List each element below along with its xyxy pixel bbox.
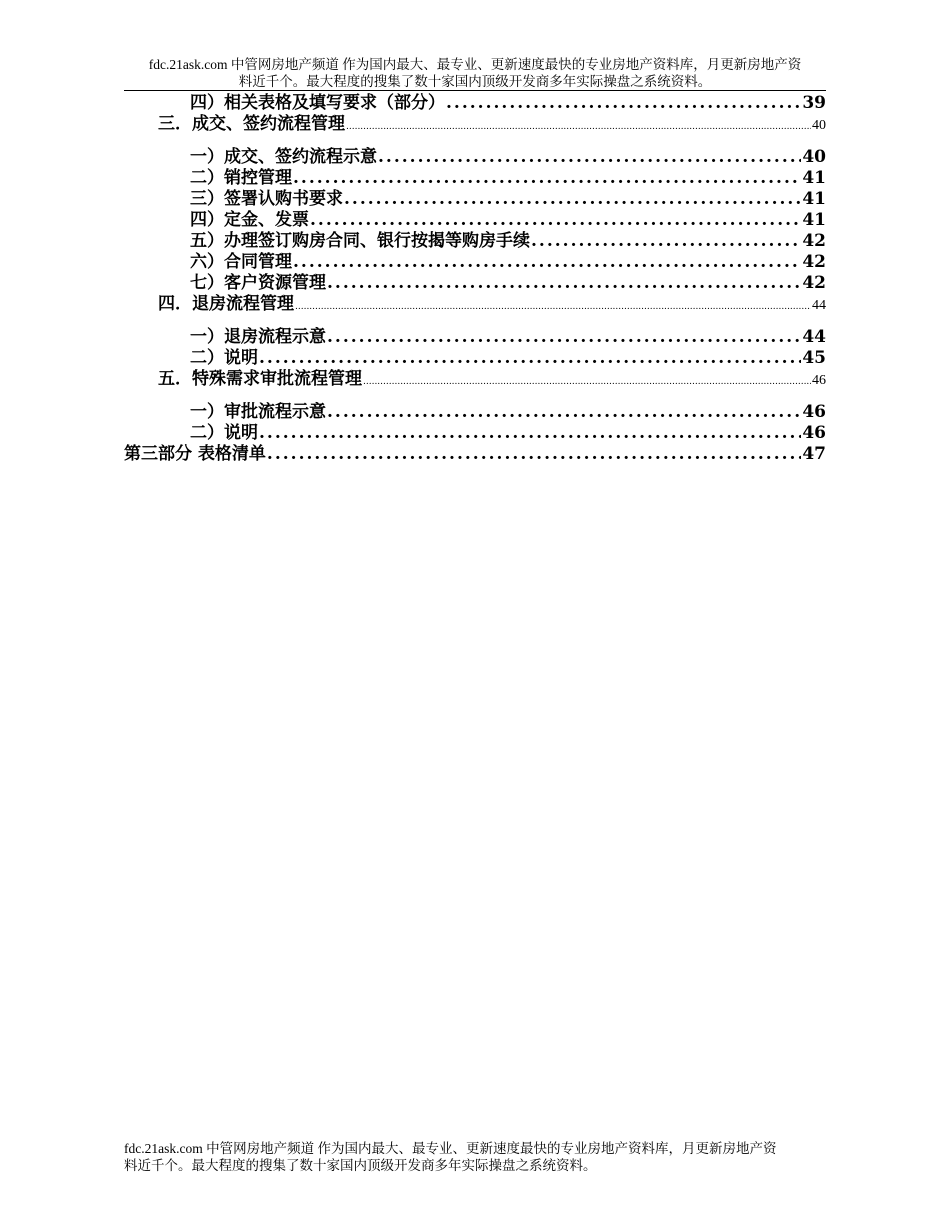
toc-dot-leader — [310, 210, 801, 231]
toc-entry[interactable] — [124, 189, 826, 210]
footer-line-1: fdc.21ask.com 中管网房地产频道 作为国内最大、最专业、更新速度最快的专业房地产资料库，月更新房地产资 — [124, 1141, 777, 1156]
toc-entry[interactable] — [124, 147, 826, 168]
toc-entry[interactable] — [124, 348, 826, 369]
toc-entry-page-number: 41 — [802, 189, 826, 209]
toc-entry-page-number: 42 — [802, 231, 826, 251]
toc-entry[interactable] — [124, 93, 826, 114]
toc-entry-page-number: 40 — [802, 147, 826, 167]
page-footer — [124, 1140, 814, 1174]
toc-entry[interactable] — [124, 252, 826, 273]
toc-entry[interactable] — [124, 369, 826, 390]
toc-entry[interactable] — [124, 294, 826, 315]
toc-dot-leader — [293, 168, 801, 189]
toc-entry-page-number: 45 — [802, 348, 826, 368]
toc-entry-label: 四）定金、发票 — [190, 210, 309, 230]
toc-entry[interactable] — [124, 210, 826, 231]
toc-entry-page-number: 44 — [812, 298, 826, 313]
page-header — [124, 56, 826, 90]
toc-dot-leader — [327, 273, 801, 294]
toc-dot-leader — [327, 327, 801, 348]
toc-dot-leader — [295, 297, 811, 318]
header-line-1: fdc.21ask.com 中管网房地产频道 作为国内最大、最专业、更新速度最快的专业房地产资料库，月更新房地产资 — [148, 57, 802, 72]
toc-entry-label: 二）说明 — [190, 423, 258, 443]
toc-dot-leader — [346, 117, 811, 138]
toc-entry[interactable] — [124, 231, 826, 252]
toc-entry-label: 四．退房流程管理 — [158, 294, 294, 314]
toc-entry-page-number: 44 — [802, 327, 826, 347]
toc-entry-page-number: 41 — [802, 210, 826, 230]
toc-dot-leader — [259, 348, 801, 369]
toc-dot-leader — [531, 231, 801, 252]
toc-dot-leader — [344, 189, 801, 210]
toc-entry-page-number: 46 — [812, 373, 826, 388]
toc-entry-page-number: 41 — [802, 168, 826, 188]
toc-entry-label: 六）合同管理 — [190, 252, 292, 272]
toc-dot-leader — [293, 252, 801, 273]
toc-entry[interactable] — [124, 444, 826, 465]
toc-entry[interactable] — [124, 273, 826, 294]
header-line-2: 料近千个。最大程度的搜集了数十家国内顶级开发商多年实际操盘之系统资料。 — [238, 74, 712, 89]
toc-entry-page-number: 39 — [802, 93, 826, 113]
toc-entry[interactable] — [124, 327, 826, 348]
toc-entry-label: 三）签署认购书要求 — [190, 189, 343, 209]
toc-entry-label: 第三部分 表格清单 — [124, 444, 266, 464]
toc-entry-label: 二）说明 — [190, 348, 258, 368]
toc-entry-label: 五）办理签订购房合同、银行按揭等购房手续 — [190, 231, 530, 251]
header-divider — [124, 90, 826, 91]
toc-entry-label: 一）退房流程示意 — [190, 327, 326, 347]
toc-dot-leader — [363, 372, 811, 393]
toc-entry[interactable] — [124, 423, 826, 444]
toc-entry-page-number: 46 — [802, 402, 826, 422]
toc-entry-page-number: 46 — [802, 423, 826, 443]
toc-entry-page-number: 42 — [802, 252, 826, 272]
toc-entry-label: 七）客户资源管理 — [190, 273, 326, 293]
toc-entry-label: 五．特殊需求审批流程管理 — [158, 369, 362, 389]
toc-entry-label: 一）成交、签约流程示意 — [190, 147, 377, 167]
table-of-contents — [124, 93, 826, 465]
toc-dot-leader — [267, 444, 801, 465]
toc-entry-page-number: 40 — [812, 118, 826, 133]
toc-entry-page-number: 47 — [802, 444, 826, 464]
toc-entry-label: 四）相关表格及填写要求（部分） — [190, 93, 445, 113]
toc-entry-label: 一）审批流程示意 — [190, 402, 326, 422]
toc-entry[interactable] — [124, 114, 826, 135]
toc-dot-leader — [327, 402, 801, 423]
toc-entry-page-number: 42 — [802, 273, 826, 293]
toc-dot-leader — [446, 93, 801, 114]
toc-entry-label: 三．成交、签约流程管理 — [158, 114, 345, 134]
toc-entry[interactable] — [124, 402, 826, 423]
toc-dot-leader — [378, 147, 801, 168]
toc-entry-label: 二）销控管理 — [190, 168, 292, 188]
toc-dot-leader — [259, 423, 801, 444]
toc-entry[interactable] — [124, 168, 826, 189]
footer-line-2: 料近千个。最大程度的搜集了数十家国内顶级开发商多年实际操盘之系统资料。 — [124, 1158, 597, 1173]
